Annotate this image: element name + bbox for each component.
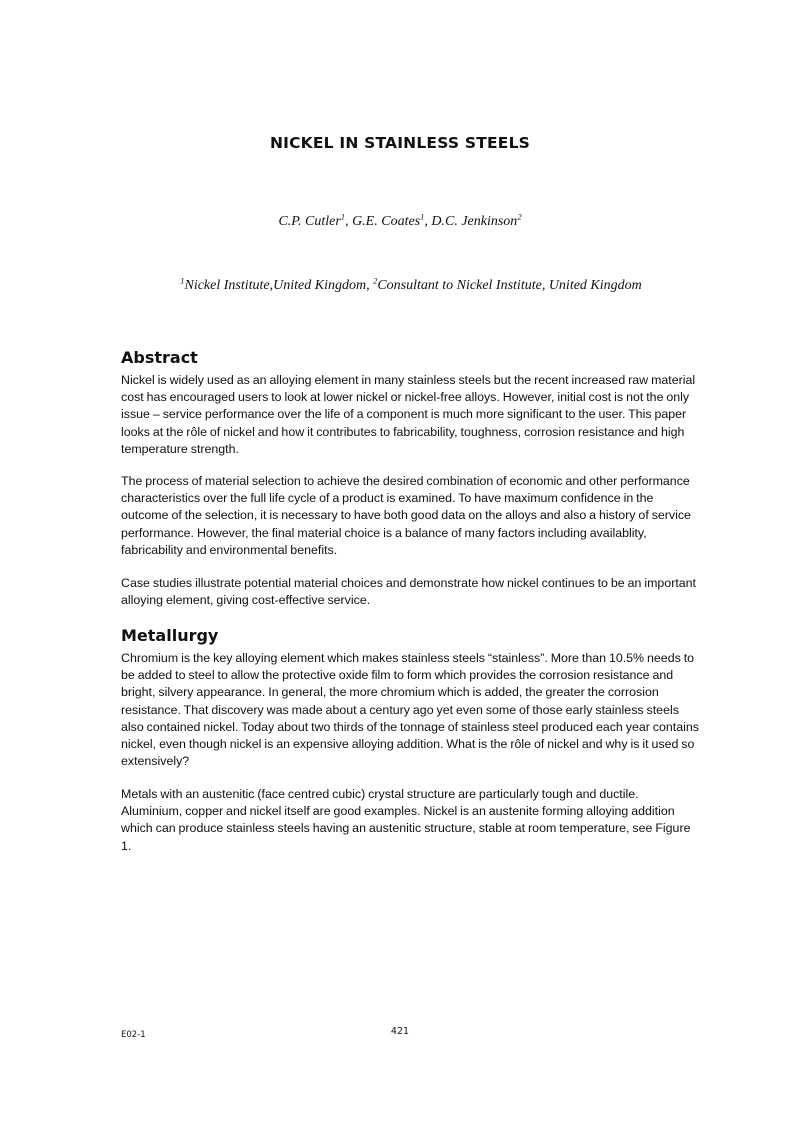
author-name: D.C. Jenkinson [431,214,518,229]
abstract-heading: Abstract [121,348,198,367]
author-affiliation-marker: 1 [420,211,425,222]
abstract-paragraph: The process of material selection to achieve the desired combination of economic and other performance characteristics over the full life cycle of a product is examined. To have maximum confidence in the outcome of the selection, it is necessary to have both good data on the alloys and also a history of service performance. However, the final material choice is a balance of many factors including availablity, fabricability and environmental benefits. [121,474,691,557]
abstract-paragraph: Nickel is widely used as an alloying element in many stainless steels but the recent increased raw material cost has encouraged users to look at lower nickel or nickel-free alloys. However, initial cost is not the only issue – service performance over the life of a component is much more significant to the user. This paper looks at the rôle of nickel and how it contributes to fabricability, toughness, corrosion resistance and high temperature strength. [121,373,696,456]
affiliation-number: 1 [180,275,185,286]
author-list [0,211,800,230]
metallurgy-heading: Metallurgy [121,626,219,645]
author-separator: , [345,214,353,229]
paper-title: NICKEL IN STAINLESS STEELS [269,134,531,152]
affiliation-list [0,275,800,294]
document-code: E02-1 [121,1030,146,1040]
author-separator: , [424,214,432,229]
metallurgy-paragraph: Metals with an austenitic (face centred cubic) crystal structure are particularly tough and ductile. Aluminium, copper and nickel itself are good examples. Nickel is an austenite forming alloying addition which can produce stainless steels having an austenitic structure, stable at room temperature, see Figure 1. [121,787,691,853]
author-affiliation-marker: 1 [340,211,346,222]
author-affiliation-marker: 2 [517,211,522,222]
affiliation-number: 2 [373,275,378,286]
affiliation-text: Nickel Institute,United Kingdom, [184,278,374,293]
author-name: C.P. Cutler [278,214,341,229]
author-name: G.E. Coates [352,214,421,229]
metallurgy-paragraph: Chromium is the key alloying element which makes stainless steels “stainless”. More than 10.5% needs to be added to steel to allow the protective oxide film to form which provides the corrosion resistance and bright, silvery appearance. In general, the more chromium which is added, the greater the corrosion resistance. That discovery was made about a century ago yet even some of those early stainless steels also contained nickel. Today about two thirds of the tonnage of stainless steel produced each year contains nickel, even though nickel is an expensive alloying addition. What is the rôle of nickel and why is it used so extensively? [121,651,699,769]
abstract-paragraph: Case studies illustrate potential material choices and demonstrate how nickel continues to be an important alloying element, giving cost-effective service. [121,576,696,608]
page-number: 421 [390,1026,410,1037]
affiliation-text: Consultant to Nickel Institute, United Kingdom [377,278,642,293]
